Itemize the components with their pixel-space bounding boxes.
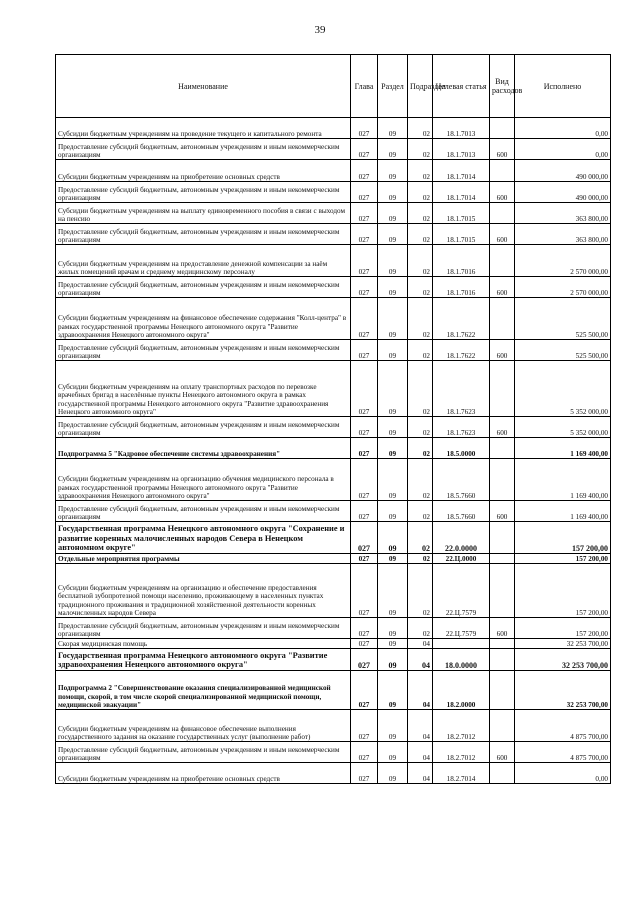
row-section: 09 (378, 710, 408, 742)
row-executed: 5 352 000,00 (515, 361, 611, 417)
table-row (56, 224, 611, 245)
row-executed: 32 253 700,00 (515, 671, 611, 710)
row-target-article: 18.1.7622 (433, 340, 490, 361)
table-row (56, 710, 611, 742)
row-chapter: 027 (351, 340, 378, 361)
row-section: 09 (378, 203, 408, 224)
header-name: Наименование (56, 55, 351, 118)
row-executed: 32 253 700,00 (515, 649, 611, 671)
row-section: 09 (378, 224, 408, 245)
table-body (56, 118, 611, 784)
table-row (56, 564, 611, 618)
row-target-article: 22.Ц.0000 (433, 554, 490, 564)
row-subsection: 02 (408, 459, 433, 501)
row-chapter: 027 (351, 564, 378, 618)
table-row (56, 182, 611, 203)
row-subsection: 02 (408, 277, 433, 298)
row-section: 09 (378, 459, 408, 501)
row-chapter: 027 (351, 554, 378, 564)
row-expense-type: 600 (490, 340, 515, 361)
row-expense-type: 600 (490, 224, 515, 245)
row-name: Субсидии бюджетным учреждениям на организацию обучения медицинского персонала в рамках государственной программы Ненецкого автономного округа "Развитие здравоохранения Ненецкого автономного округа" (56, 459, 351, 501)
row-expense-type: 600 (490, 182, 515, 203)
row-expense-type: 600 (490, 277, 515, 298)
row-chapter: 027 (351, 417, 378, 438)
row-target-article: 18.5.0000 (433, 438, 490, 459)
row-section: 09 (378, 118, 408, 139)
header-section: Раздел (378, 55, 408, 118)
row-subsection: 04 (408, 649, 433, 671)
row-executed: 157 200,00 (515, 618, 611, 639)
row-name: Предоставление субсидий бюджетным, автономным учреждениям и иным некоммерческим организациям (56, 618, 351, 639)
row-chapter: 027 (351, 245, 378, 277)
row-expense-type (490, 118, 515, 139)
table-row (56, 438, 611, 459)
row-section: 09 (378, 763, 408, 784)
row-executed: 4 875 700,00 (515, 710, 611, 742)
table-row (56, 763, 611, 784)
row-expense-type: 600 (490, 417, 515, 438)
row-target-article: 18.1.7623 (433, 417, 490, 438)
table-row (56, 277, 611, 298)
row-chapter: 027 (351, 639, 378, 649)
row-executed: 32 253 700,00 (515, 639, 611, 649)
row-subsection: 04 (408, 639, 433, 649)
table-row (56, 245, 611, 277)
row-name: Предоставление субсидий бюджетным, автономным учреждениям и иным некоммерческим организациям (56, 277, 351, 298)
row-target-article: 18.2.7012 (433, 710, 490, 742)
row-target-article: 22.0.0000 (433, 522, 490, 554)
row-target-article: 18.2.7014 (433, 763, 490, 784)
row-executed: 4 875 700,00 (515, 742, 611, 763)
row-name: Субсидии бюджетным учреждениям на приобретение основных средств (56, 160, 351, 182)
row-section: 09 (378, 361, 408, 417)
row-expense-type (490, 671, 515, 710)
header-expense-type: Вид расходов (490, 55, 515, 118)
row-subsection: 02 (408, 203, 433, 224)
row-section: 09 (378, 298, 408, 340)
row-name: Предоставление субсидий бюджетным, автономным учреждениям и иным некоммерческим организациям (56, 139, 351, 160)
row-chapter: 027 (351, 671, 378, 710)
row-target-article: 22.Ц.7579 (433, 618, 490, 639)
row-name: Субсидии бюджетным учреждениям на финансовое обеспечение содержания "Колл-центра" в рамках государственной программы Ненецкого автономного округа "Развитие здравоохранения Ненецкого автономного округа" (56, 298, 351, 340)
row-target-article: 18.1.7014 (433, 182, 490, 203)
row-expense-type (490, 649, 515, 671)
row-section: 09 (378, 160, 408, 182)
row-subsection: 02 (408, 501, 433, 522)
row-name: Скорая медицинская помощь (56, 639, 351, 649)
row-subsection: 02 (408, 139, 433, 160)
row-section: 09 (378, 438, 408, 459)
table-row (56, 417, 611, 438)
row-expense-type (490, 554, 515, 564)
table-row (56, 649, 611, 671)
row-target-article: 18.1.7013 (433, 118, 490, 139)
row-expense-type (490, 438, 515, 459)
table-row (56, 618, 611, 639)
row-executed: 490 000,00 (515, 182, 611, 203)
row-chapter: 027 (351, 763, 378, 784)
row-name: Субсидии бюджетным учреждениям на предоставление денежной компенсации за наём жилых помещений врачам и среднему медицинскому персоналу (56, 245, 351, 277)
table-row (56, 671, 611, 710)
row-chapter: 027 (351, 118, 378, 139)
row-name: Предоставление субсидий бюджетным, автономным учреждениям и иным некоммерческим организациям (56, 742, 351, 763)
row-chapter: 027 (351, 742, 378, 763)
table-row (56, 361, 611, 417)
page-number: 39 (314, 24, 326, 36)
row-section: 09 (378, 554, 408, 564)
header-chapter: Глава (351, 55, 378, 118)
row-expense-type (490, 459, 515, 501)
row-expense-type (490, 522, 515, 554)
row-subsection: 02 (408, 361, 433, 417)
row-name: Субсидии бюджетным учреждениям на приобретение основных средств (56, 763, 351, 784)
row-executed: 363 800,00 (515, 224, 611, 245)
row-section: 09 (378, 564, 408, 618)
row-chapter: 027 (351, 203, 378, 224)
row-expense-type (490, 298, 515, 340)
row-section: 09 (378, 742, 408, 763)
row-executed: 525 500,00 (515, 340, 611, 361)
row-section: 09 (378, 639, 408, 649)
row-chapter: 027 (351, 459, 378, 501)
row-chapter: 027 (351, 277, 378, 298)
row-section: 09 (378, 139, 408, 160)
header-executed: Исполнено (515, 55, 611, 118)
row-expense-type (490, 710, 515, 742)
row-target-article: 18.5.7660 (433, 459, 490, 501)
row-executed: 0,00 (515, 118, 611, 139)
row-name: Подпрограмма 2 "Совершенствование оказания специализированной медицинской помощи, скорой, в том числе скорой специализированной медицинской помощи, медицинской эвакуации" (56, 671, 351, 710)
row-subsection: 02 (408, 245, 433, 277)
table-row (56, 203, 611, 224)
row-name: Субсидии бюджетным учреждениям на финансовое обеспечение выполнения государственного задания на оказание государственных услуг (выполнение работ) (56, 710, 351, 742)
row-expense-type: 600 (490, 618, 515, 639)
row-name: Субсидии бюджетным учреждениям на проведение текущего и капитального ремонта (56, 118, 351, 139)
table-row (56, 522, 611, 554)
row-subsection: 02 (408, 160, 433, 182)
row-executed: 0,00 (515, 139, 611, 160)
row-subsection: 04 (408, 710, 433, 742)
row-section: 09 (378, 340, 408, 361)
row-executed: 363 800,00 (515, 203, 611, 224)
row-expense-type: 600 (490, 742, 515, 763)
row-name: Предоставление субсидий бюджетным, автономным учреждениям и иным некоммерческим организациям (56, 501, 351, 522)
row-executed: 157 200,00 (515, 564, 611, 618)
row-name: Предоставление субсидий бюджетным, автономным учреждениям и иным некоммерческим организациям (56, 417, 351, 438)
table-row (56, 554, 611, 564)
row-chapter: 027 (351, 522, 378, 554)
row-chapter: 027 (351, 618, 378, 639)
budget-table (55, 54, 611, 784)
table-row (56, 160, 611, 182)
row-executed: 157 200,00 (515, 522, 611, 554)
row-executed: 2 570 000,00 (515, 277, 611, 298)
row-name: Субсидии бюджетным учреждениям на организацию и обеспечение предоставления бесплатной зубопротезной помощи населению, проживающему в населенных пунктах традиционного проживания и традиционной хозяйственной деятельности коренных малочисленных народов Севера (56, 564, 351, 618)
row-subsection: 02 (408, 554, 433, 564)
row-expense-type (490, 763, 515, 784)
row-expense-type (490, 160, 515, 182)
row-executed: 525 500,00 (515, 298, 611, 340)
header-subsection: Подраздел (408, 55, 433, 118)
table-row (56, 298, 611, 340)
row-subsection: 04 (408, 671, 433, 710)
row-subsection: 02 (408, 182, 433, 203)
row-name: Субсидии бюджетным учреждениям на оплату транспортных расходов по перевозке врачебных бригад в населённые пункты Ненецкого автономного округа в рамках государственной программы Ненецкого автономного округа "Развитие здравоохранения Ненецкого автономного округа" (56, 361, 351, 417)
row-executed: 2 570 000,00 (515, 245, 611, 277)
row-subsection: 02 (408, 298, 433, 340)
row-section: 09 (378, 182, 408, 203)
row-subsection: 04 (408, 742, 433, 763)
row-expense-type (490, 203, 515, 224)
row-subsection: 02 (408, 224, 433, 245)
row-subsection: 02 (408, 438, 433, 459)
row-target-article: 18.2.0000 (433, 671, 490, 710)
row-target-article: 22.Ц.7579 (433, 564, 490, 618)
row-executed: 490 000,00 (515, 160, 611, 182)
row-subsection: 02 (408, 417, 433, 438)
row-section: 09 (378, 671, 408, 710)
table-row (56, 742, 611, 763)
row-target-article: 18.1.7015 (433, 224, 490, 245)
table-row (56, 139, 611, 160)
row-target-article: 18.1.7016 (433, 277, 490, 298)
row-target-article: 18.5.7660 (433, 501, 490, 522)
row-chapter: 027 (351, 710, 378, 742)
row-target-article: 18.1.7014 (433, 160, 490, 182)
row-section: 09 (378, 277, 408, 298)
table-row (56, 340, 611, 361)
row-expense-type (490, 639, 515, 649)
row-name: Подпрограмма 5 "Кадровое обеспечение системы здравоохранения" (56, 438, 351, 459)
row-section: 09 (378, 522, 408, 554)
row-name: Отдельные мероприятия программы (56, 554, 351, 564)
row-section: 09 (378, 245, 408, 277)
row-target-article: 18.1.7015 (433, 203, 490, 224)
row-executed: 0,00 (515, 763, 611, 784)
row-expense-type: 600 (490, 139, 515, 160)
row-section: 09 (378, 618, 408, 639)
row-target-article: 18.1.7623 (433, 361, 490, 417)
row-target-article: 18.0.0000 (433, 649, 490, 671)
row-section: 09 (378, 501, 408, 522)
row-executed: 1 169 400,00 (515, 501, 611, 522)
row-chapter: 027 (351, 361, 378, 417)
row-chapter: 027 (351, 649, 378, 671)
row-section: 09 (378, 417, 408, 438)
header-row (56, 55, 611, 118)
table-row (56, 639, 611, 649)
table-row (56, 118, 611, 139)
row-name: Государственная программа Ненецкого автономного округа "Сохранение и развитие коренных малочисленных народов Севера в Ненецком автономном округе" (56, 522, 351, 554)
row-chapter: 027 (351, 139, 378, 160)
header-target-article: Целевая статья (433, 55, 490, 118)
row-name: Предоставление субсидий бюджетным, автономным учреждениям и иным некоммерческим организациям (56, 182, 351, 203)
row-name: Государственная программа Ненецкого автономного округа "Развитие здравоохранения Ненецкого автономного округа" (56, 649, 351, 671)
row-chapter: 027 (351, 298, 378, 340)
row-name: Предоставление субсидий бюджетным, автономным учреждениям и иным некоммерческим организациям (56, 340, 351, 361)
row-chapter: 027 (351, 501, 378, 522)
row-chapter: 027 (351, 224, 378, 245)
row-expense-type (490, 245, 515, 277)
row-target-article: 18.1.7622 (433, 298, 490, 340)
row-chapter: 027 (351, 182, 378, 203)
row-target-article: 18.1.7016 (433, 245, 490, 277)
row-subsection: 04 (408, 763, 433, 784)
row-expense-type (490, 564, 515, 618)
row-name: Предоставление субсидий бюджетным, автономным учреждениям и иным некоммерческим организациям (56, 224, 351, 245)
row-target-article: 18.1.7013 (433, 139, 490, 160)
row-subsection: 02 (408, 564, 433, 618)
row-executed: 1 169 400,00 (515, 459, 611, 501)
row-chapter: 027 (351, 438, 378, 459)
row-target-article (433, 639, 490, 649)
table-row (56, 459, 611, 501)
row-chapter: 027 (351, 160, 378, 182)
row-executed: 157 200,00 (515, 554, 611, 564)
row-executed: 5 352 000,00 (515, 417, 611, 438)
table-row (56, 501, 611, 522)
row-section: 09 (378, 649, 408, 671)
row-subsection: 02 (408, 118, 433, 139)
row-executed: 1 169 400,00 (515, 438, 611, 459)
row-subsection: 02 (408, 340, 433, 361)
row-subsection: 02 (408, 618, 433, 639)
row-expense-type (490, 361, 515, 417)
row-name: Субсидии бюджетным учреждениям на выплату единовременного пособия в связи с выходом на пенсию (56, 203, 351, 224)
row-target-article: 18.2.7012 (433, 742, 490, 763)
row-subsection: 02 (408, 522, 433, 554)
row-expense-type: 600 (490, 501, 515, 522)
